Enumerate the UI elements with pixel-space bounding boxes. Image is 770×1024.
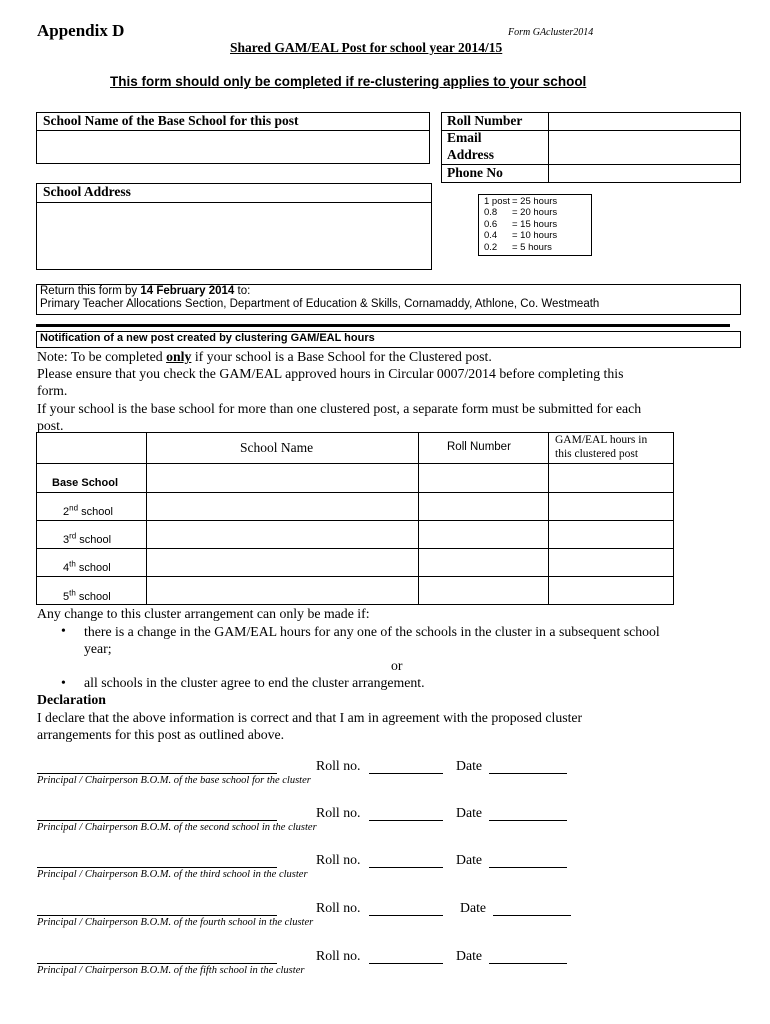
sig-caption: Principal / Chairperson B.O.M. of the third school in the cluster <box>37 869 308 880</box>
sig-caption: Principal / Chairperson B.O.M. of the fifth school in the cluster <box>37 965 305 976</box>
hours-row: 1 post = 25 hours <box>484 196 558 207</box>
sig-date-field[interactable] <box>489 773 567 774</box>
hours-row: 0.6 = 15 hours <box>484 218 558 230</box>
condition-2: all schools in the cluster agree to end the cluster arrangement. <box>84 675 425 690</box>
signature-line[interactable] <box>37 773 277 774</box>
school-address-field[interactable] <box>37 203 431 269</box>
sig-roll-label: Roll no. <box>316 758 361 773</box>
page-title: Shared GAM/EAL Post for school year 2014/15 <box>230 40 503 55</box>
hours-row: 0.8 = 20 hours <box>484 207 558 219</box>
sig-date-label: Date <box>456 948 483 963</box>
row-label-4th: 4th school <box>63 559 111 574</box>
row-label-5th: 5th school <box>63 588 111 603</box>
hours-row: 0.2 = 5 hours <box>484 241 552 253</box>
sig-roll-label: Roll no. <box>316 900 361 915</box>
hours-reference <box>484 196 557 253</box>
signature-line[interactable] <box>37 867 277 868</box>
phone-label: Phone No <box>447 165 503 180</box>
bullet-icon: • <box>61 675 66 690</box>
sig-roll-label: Roll no. <box>316 852 361 867</box>
row-label-2nd: 2nd school <box>63 503 113 518</box>
notification-text: Note: To be completed only if your school is a Base School for the Clustered post. Please ensure that you check the GAM/EAL approved hours in Circular 0007/2014 before completing this form. If your school is the base school for more than one clustered post, a separate form must be submitted for each post. <box>37 349 642 433</box>
sig-date-field[interactable] <box>493 915 571 916</box>
sig-date-field[interactable] <box>489 867 567 868</box>
email-label-2: Address <box>447 147 495 162</box>
school-name-field[interactable] <box>37 131 429 163</box>
sig-roll-field[interactable] <box>369 820 443 821</box>
sig-roll-field[interactable] <box>369 773 443 774</box>
sig-date-label: Date <box>460 900 487 915</box>
sig-roll-field[interactable] <box>369 867 443 868</box>
declaration-heading: Declaration <box>37 692 106 707</box>
sig-caption: Principal / Chairperson B.O.M. of the second school in the cluster <box>37 822 317 833</box>
return-by-line: Return this form by 14 February 2014 to: <box>40 285 251 297</box>
school-address-label: School Address <box>43 184 131 199</box>
notification-heading: Notification of a new post created by clustering GAM/EAL hours <box>40 332 375 344</box>
row-label-3rd: 3rd school <box>63 531 112 546</box>
condition-1: there is a change in the GAM/EAL hours for any one of the schools in the cluster in a subsequent school year; <box>84 624 660 656</box>
conditions-intro: Any change to this cluster arrangement can only be made if: <box>37 606 370 621</box>
sig-date-label: Date <box>456 758 483 773</box>
email-label-1: Email <box>447 130 482 145</box>
sig-caption: Principal / Chairperson B.O.M. of the fourth school in the cluster <box>37 917 314 928</box>
form-code: Form GAcluster2014 <box>508 27 594 38</box>
phone-field[interactable] <box>549 165 740 182</box>
sig-date-field[interactable] <box>489 820 567 821</box>
col-school-name: School Name <box>240 440 314 455</box>
school-name-label: School Name of the Base School for this post <box>43 113 299 128</box>
col-hours: GAM/EAL hours in this clustered post <box>555 434 648 460</box>
sig-date-field[interactable] <box>489 963 567 964</box>
bullet-icon: • <box>61 623 66 638</box>
signature-line[interactable] <box>37 915 277 916</box>
divider <box>36 324 730 327</box>
row-label-base: Base School <box>52 477 119 489</box>
sig-date-label: Date <box>456 805 483 820</box>
sig-date-label: Date <box>456 852 483 867</box>
sig-caption: Principal / Chairperson B.O.M. of the base school for the cluster <box>37 775 311 786</box>
sig-roll-field[interactable] <box>369 915 443 916</box>
roll-number-field[interactable] <box>549 113 740 130</box>
sig-roll-label: Roll no. <box>316 948 361 963</box>
signature-line[interactable] <box>37 963 277 964</box>
page-subtitle: This form should only be completed if re-clustering applies to your school <box>110 74 587 89</box>
roll-number-label: Roll Number <box>447 113 523 128</box>
declaration-text: I declare that the above information is correct and that I am in agreement with the proposed cluster arrangements for this post as outlined above. <box>37 710 583 742</box>
return-date: 14 February 2014 <box>140 285 235 297</box>
email-field[interactable] <box>549 131 740 164</box>
hours-row: 0.4 = 10 hours <box>484 230 558 242</box>
sig-roll-field[interactable] <box>369 963 443 964</box>
sig-roll-label: Roll no. <box>316 805 361 820</box>
return-address: Primary Teacher Allocations Section, Department of Education & Skills, Cornamaddy, Athlone, Co. Westmeath <box>40 298 600 310</box>
signature-line[interactable] <box>37 820 277 821</box>
condition-or: or <box>391 658 403 673</box>
col-roll-number: Roll Number <box>447 441 511 453</box>
appendix-label: Appendix D <box>37 21 125 40</box>
